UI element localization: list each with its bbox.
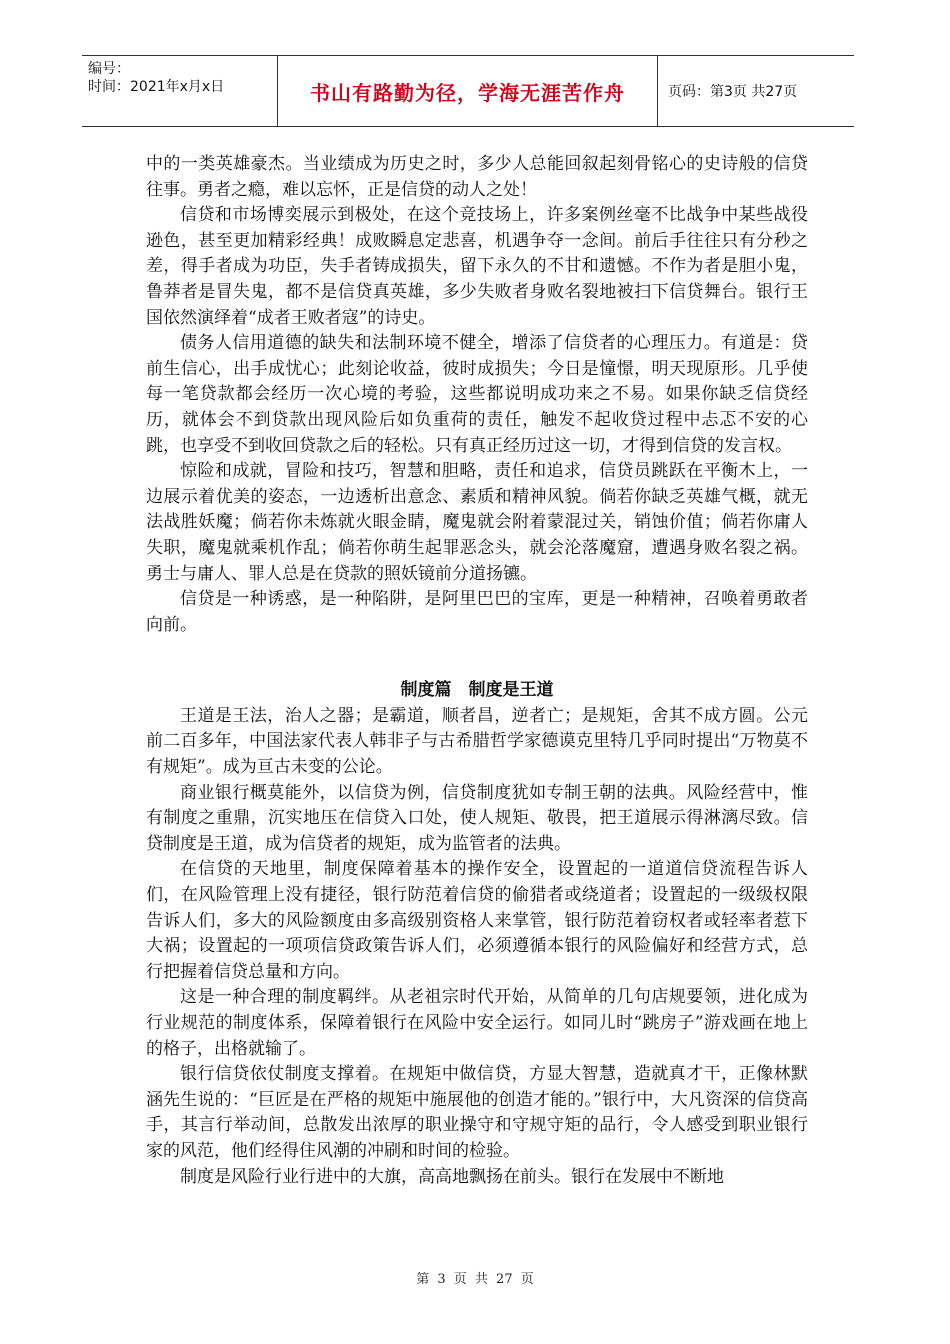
paragraph: 惊险和成就，冒险和技巧，智慧和胆略，责任和追求，信贷员跳跃在平衡木上，一边展示着优美的姿态，一边透析出意念、素质和精神风貌。倘若你缺乏英雄气概，就无法战胜妖魔；倘若你未炼就火眼金睛，魔鬼就会附着蒙混过关，销蚀价值；倘若你庸人失职，魔鬼就乘机作乱；倘若你萌生起罪恶念头，就会沦落魔窟，遭遇身败名裂之祸。勇士与庸人、罪人总是在贷款的照妖镜前分道扬镳。	[146, 461, 808, 584]
paragraph: 信贷和市场博奕展示到极处，在这个竞技场上，许多案例丝毫不比战争中某些战役逊色，甚至更加精彩经典！成败瞬息定悲喜，机遇争夺一念间。前后手往往只有分秒之差，得手者成为功臣，失手者铸成损失，留下永久的不甘和遗憾。不作为者是胆小鬼，鲁莽者是冒失鬼，都不是信贷真英雄，多少失败者身败名裂地被扫下信贷舞台。银行王国依然演绎着“成者王败者寇”的诗史。	[146, 205, 808, 328]
paragraph: 制度是风险行业行进中的大旗，高高地飘扬在前头。银行在发展中不断地	[180, 1166, 724, 1187]
page-footer	[0, 1268, 950, 1287]
document-body	[146, 152, 808, 1190]
document-date: 时间：2021年x月x日	[88, 79, 225, 95]
header-motto: 书山有路勤为径，学海无涯苦作舟	[310, 80, 625, 105]
paragraph: 银行信贷依仗制度支撑着。在规矩中做信贷，方显大智慧，造就真才干，正像林默涵先生说的：“巨匠是在严格的规矩中施展他的创造才能的。”银行中，大凡资深的信贷高手，其言行举动间，总散发出浓厚的职业操守和守规守矩的品行，令人感受到职业银行家的风范，他们经得住风潮的冲刷和时间的检验。	[146, 1064, 808, 1161]
paragraph: 这是一种合理的制度羁绊。从老祖宗时代开始，从简单的几句店规要领，进化成为行业规范的制度体系，保障着银行在风险中安全运行。如同儿时“跳房子”游戏画在地上的格子，出格就输了。	[146, 987, 808, 1059]
paragraph: 商业银行概莫能外，以信贷为例，信贷制度犹如专制王朝的法典。风险经营中，惟有制度之重鼎，沉实地压在信贷入口处，使人规矩、敬畏，把王道展示得淋漓尽致。信贷制度是王道，成为信贷者的规矩，成为监管者的法典。	[146, 782, 808, 854]
section-title: 制度篇 制度是王道	[400, 680, 554, 701]
header-motto-cell	[278, 56, 658, 126]
document-number-label: 编号：	[88, 61, 130, 77]
footer-page-number: 第 3 页 共 27 页	[416, 1272, 534, 1287]
paragraph: 债务人信用道德的缺失和法制环境不健全，增添了信贷者的心理压力。有道是：贷前生信心，出手成忧心；此刻论收益，彼时成损失；今日是憧憬，明天现原形。几乎使每一笔贷款都会经历一次心境的考验，这些都说明成功来之不易。如果你缺乏信贷经历，就体会不到贷款出现风险后如负重荷的责任，触发不起收贷过程中忐忑不安的心跳，也享受不到收回贷款之后的轻松。只有真正经历过这一切，才得到信贷的发言权。	[146, 333, 808, 456]
paragraph: 信贷是一种诱惑，是一种陷阱，是阿里巴巴的宝库，更是一种精神，召唤着勇敢者向前。	[146, 589, 808, 635]
header-page-info-cell	[658, 56, 854, 126]
section-spacer	[146, 638, 808, 678]
paragraph: 在信贷的天地里，制度保障着基本的操作安全，设置起的一道道信贷流程告诉人们，在风险管理上没有捷径，银行防范着信贷的偷猎者或绕道者；设置起的一级级权限告诉人们，多大的风险额度由多高级别资格人来掌管，银行防范着窃权者或轻率者惹下大祸；设置起的一项项信贷政策告诉人们，必须遵循本银行的风险偏好和经营方式，总行把握着信贷总量和方向。	[146, 859, 808, 982]
header-meta	[82, 56, 278, 126]
page-header	[82, 55, 854, 127]
paragraph: 中的一类英雄豪杰。当业绩成为历史之时，多少人总能回叙起刻骨铭心的史诗般的信贷往事。勇者之瘾，难以忘怀，正是信贷的动人之处！	[146, 154, 808, 200]
paragraph: 王道是王法，治人之器；是霸道，顺者昌，逆者亡；是规矩，舍其不成方圆。公元前二百多年，中国法家代表人韩非子与古希腊哲学家德谟克里特几乎同时提出“万物莫不有规矩”。成为亘古未变的公论。	[146, 705, 808, 778]
header-page-info: 页码：第3页 共27页	[668, 84, 798, 100]
